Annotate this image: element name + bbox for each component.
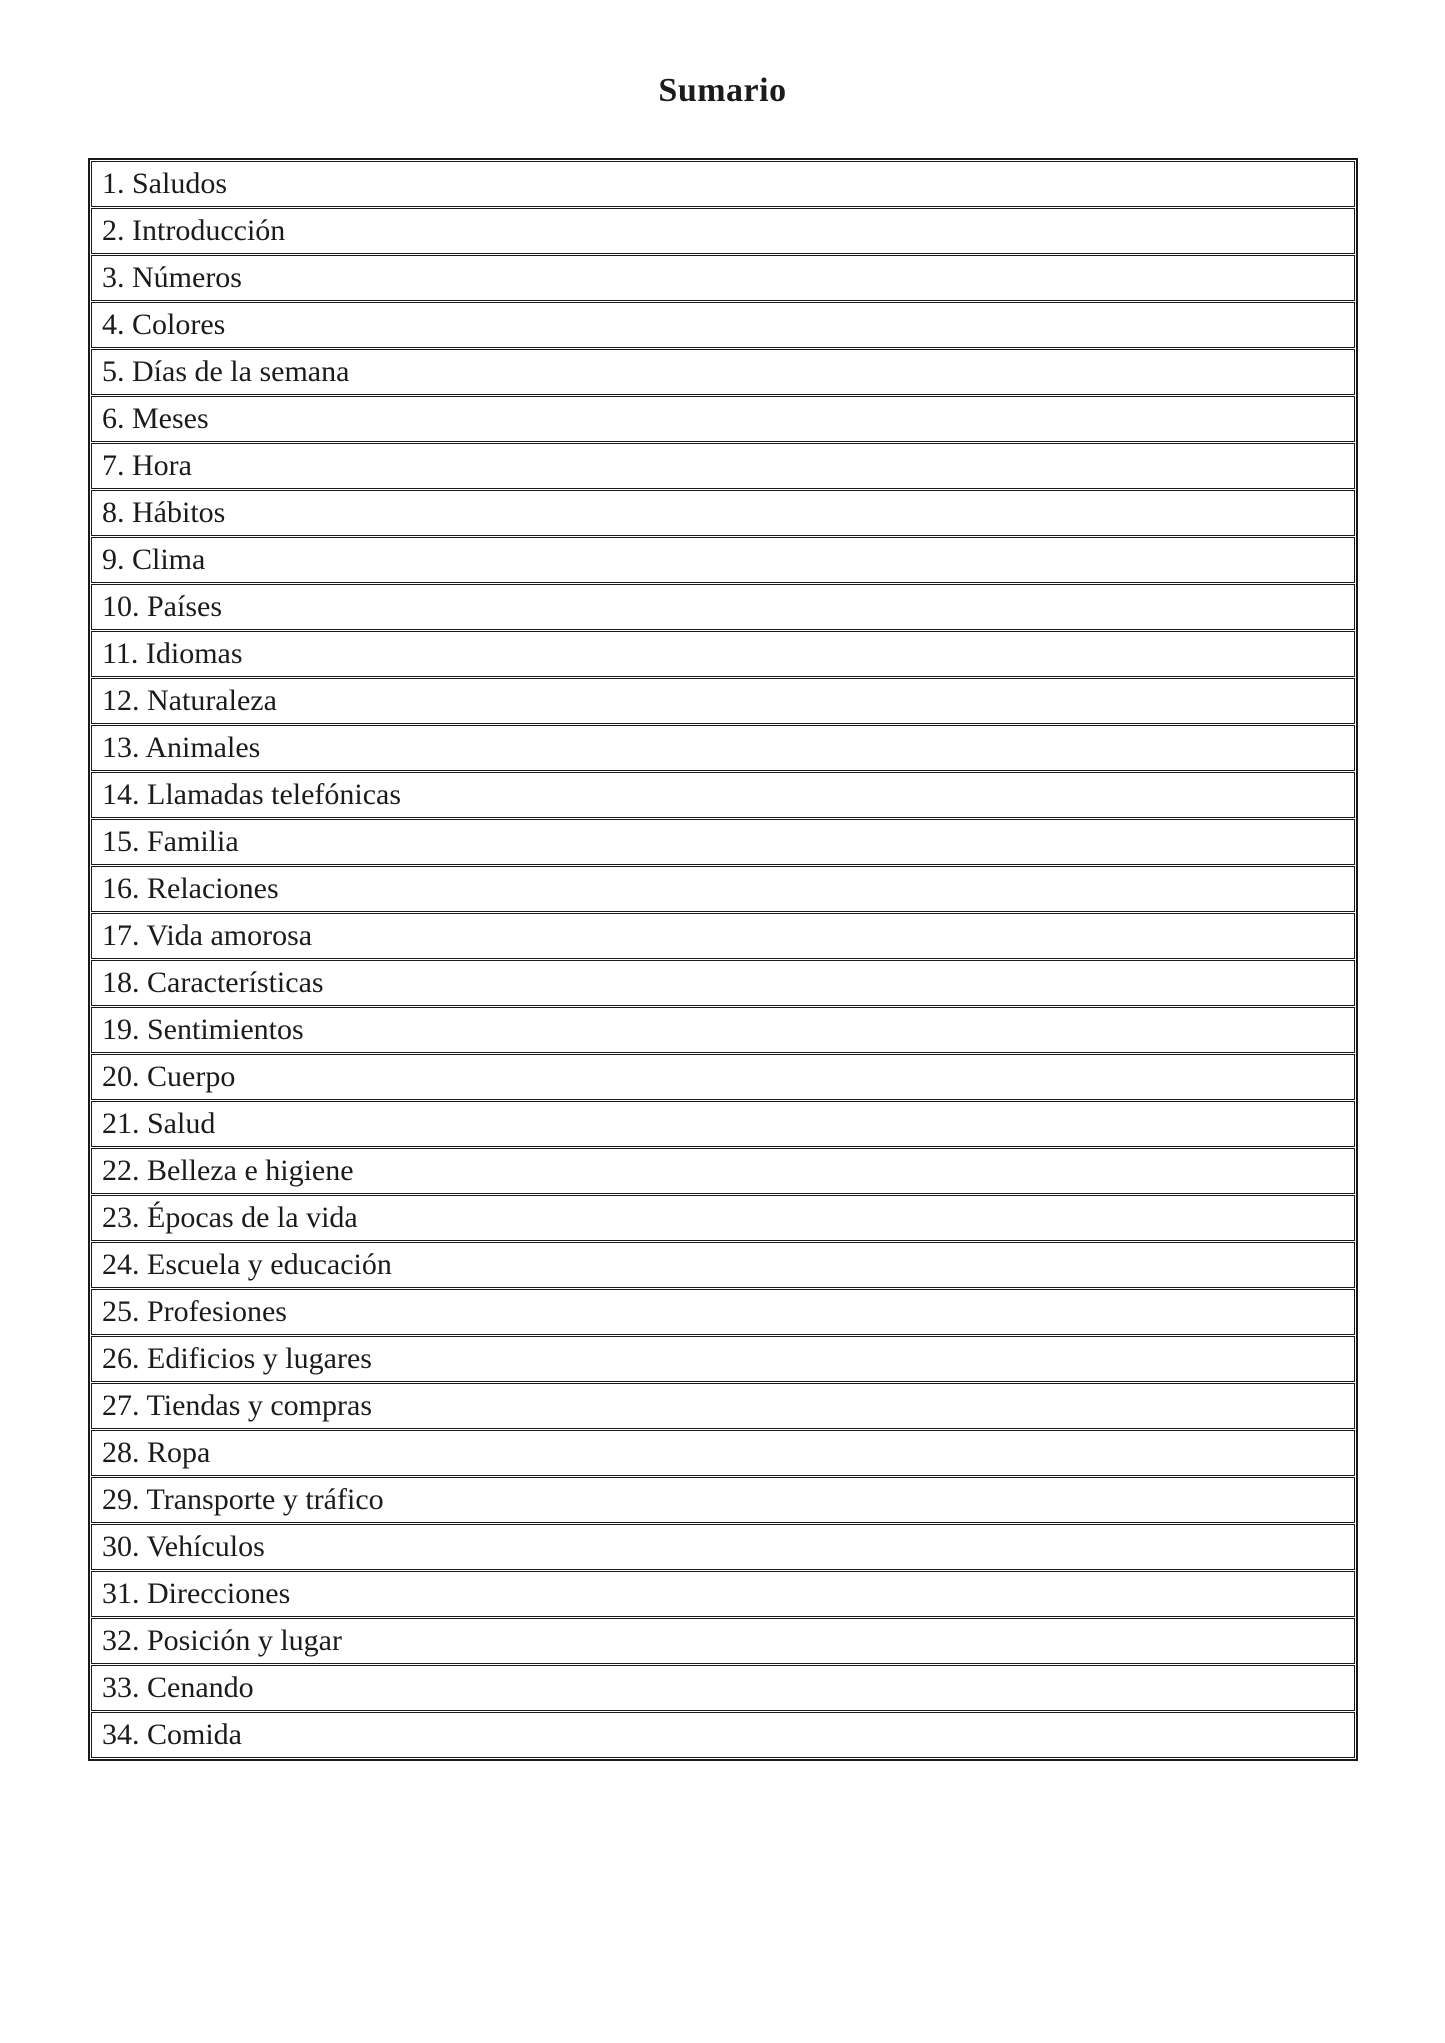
table-row <box>91 631 1355 677</box>
table-row <box>91 255 1355 301</box>
toc-item-text: 26. Edificios y lugares <box>91 1336 1355 1382</box>
toc-item-text: 8. Hábitos <box>91 490 1355 536</box>
table-row <box>91 584 1355 630</box>
table-row <box>91 678 1355 724</box>
toc-item-text: 1. Saludos <box>91 161 1355 207</box>
toc-item-text: 16. Relaciones <box>91 866 1355 912</box>
toc-item-text: 34. Comida <box>91 1712 1355 1758</box>
toc-item-text: 21. Salud <box>91 1101 1355 1147</box>
toc-item-text: 22. Belleza e higiene <box>91 1148 1355 1194</box>
toc-item-text: 7. Hora <box>91 443 1355 489</box>
table-row <box>91 1242 1355 1288</box>
table-row <box>91 960 1355 1006</box>
toc-item-text: 4. Colores <box>91 302 1355 348</box>
table-row <box>91 443 1355 489</box>
table-row <box>91 1195 1355 1241</box>
toc-item-text: 2. Introducción <box>91 208 1355 254</box>
toc-item-text: 23. Épocas de la vida <box>91 1195 1355 1241</box>
table-row <box>91 1054 1355 1100</box>
table-row <box>91 396 1355 442</box>
toc-item-text: 14. Llamadas telefónicas <box>91 772 1355 818</box>
table-row <box>91 208 1355 254</box>
table-row <box>91 725 1355 771</box>
table-row <box>91 1007 1355 1053</box>
table-row <box>91 161 1355 207</box>
toc-item-text: 13. Animales <box>91 725 1355 771</box>
toc-item-text: 30. Vehículos <box>91 1524 1355 1570</box>
toc-item-text: 24. Escuela y educación <box>91 1242 1355 1288</box>
toc-item-text: 33. Cenando <box>91 1665 1355 1711</box>
table-row <box>91 1101 1355 1147</box>
table-row <box>91 1712 1355 1758</box>
table-row <box>91 1524 1355 1570</box>
toc-item-text: 32. Posición y lugar <box>91 1618 1355 1664</box>
toc-item-text: 15. Familia <box>91 819 1355 865</box>
table-row <box>91 1148 1355 1194</box>
table-row <box>91 772 1355 818</box>
toc-item-text: 20. Cuerpo <box>91 1054 1355 1100</box>
toc-item-text: 5. Días de la semana <box>91 349 1355 395</box>
table-row <box>91 349 1355 395</box>
table-row <box>91 1383 1355 1429</box>
table-row <box>91 302 1355 348</box>
toc-table-body <box>91 161 1355 1758</box>
toc-item-text: 10. Países <box>91 584 1355 630</box>
page-title: Sumario <box>658 72 787 109</box>
table-row <box>91 537 1355 583</box>
table-row <box>91 1665 1355 1711</box>
toc-item-text: 19. Sentimientos <box>91 1007 1355 1053</box>
toc-item-text: 6. Meses <box>91 396 1355 442</box>
toc-item-text: 3. Números <box>91 255 1355 301</box>
toc-item-text: 27. Tiendas y compras <box>91 1383 1355 1429</box>
toc-item-text: 17. Vida amorosa <box>91 913 1355 959</box>
toc-item-text: 12. Naturaleza <box>91 678 1355 724</box>
table-row <box>91 1618 1355 1664</box>
table-row <box>91 819 1355 865</box>
toc-item-text: 11. Idiomas <box>91 631 1355 677</box>
table-row <box>91 1477 1355 1523</box>
toc-item-text: 9. Clima <box>91 537 1355 583</box>
table-row <box>91 490 1355 536</box>
toc-item-text: 25. Profesiones <box>91 1289 1355 1335</box>
toc-item-text: 29. Transporte y tráfico <box>91 1477 1355 1523</box>
table-row <box>91 1289 1355 1335</box>
table-row <box>91 1571 1355 1617</box>
table-row <box>91 913 1355 959</box>
toc-table <box>88 158 1358 1761</box>
table-row <box>91 866 1355 912</box>
table-row <box>91 1336 1355 1382</box>
toc-item-text: 28. Ropa <box>91 1430 1355 1476</box>
toc-item-text: 31. Direcciones <box>91 1571 1355 1617</box>
toc-item-text: 18. Características <box>91 960 1355 1006</box>
table-row <box>91 1430 1355 1476</box>
